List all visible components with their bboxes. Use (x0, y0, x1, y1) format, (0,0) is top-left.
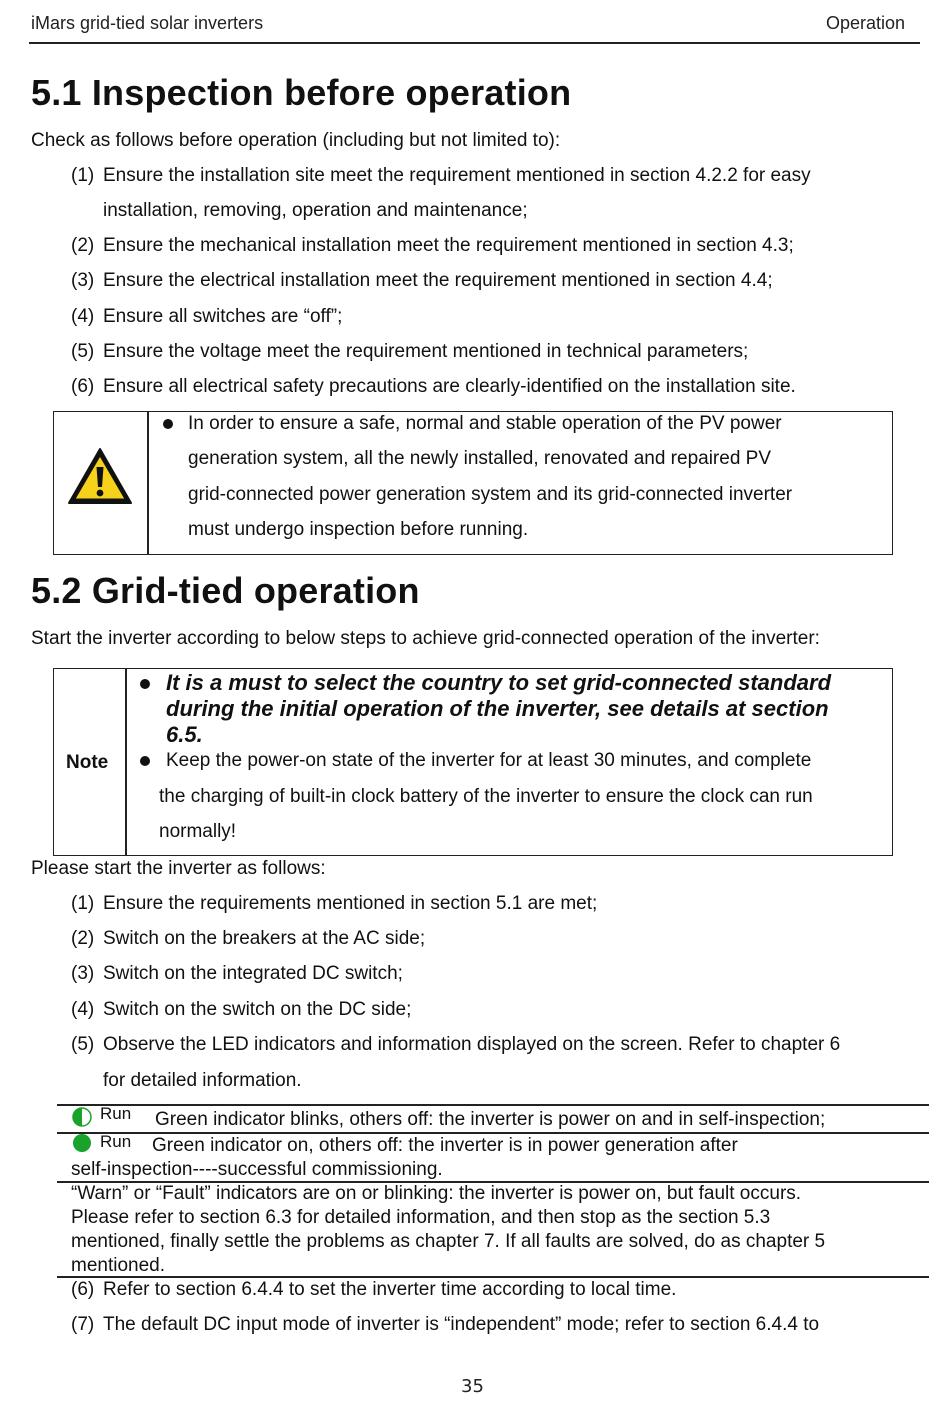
list-number: (7) (71, 1314, 95, 1335)
bullet (163, 419, 173, 429)
list-item (71, 270, 891, 294)
list-item (71, 341, 891, 365)
list-number: (5) (71, 1034, 95, 1055)
list-text: Ensure the installation site meet the requirement mentioned in section 4.2.2 for easy (103, 165, 811, 186)
list-number: (3) (71, 963, 95, 984)
list-number: (5) (71, 341, 95, 362)
led-label: Run (100, 1104, 132, 1123)
table-rule (57, 1104, 929, 1106)
header-chapter: Operation (825, 13, 905, 33)
led-label: Run (100, 1132, 132, 1151)
list-text: Ensure the electrical installation meet the requirement mentioned in section 4.4; (103, 270, 773, 291)
warning-text-line: grid-connected power generation system and its grid-connected inverter (188, 484, 793, 505)
note-label: Note (66, 752, 109, 773)
list-number: (2) (71, 235, 95, 256)
list-text: Observe the LED indicators and information displayed on the screen. Refer to chapter 6 (103, 1034, 841, 1055)
list-number: (4) (71, 306, 95, 327)
list-text: Ensure the requirements mentioned in section 5.1 are met; (103, 893, 598, 914)
note-bold-line: during the initial operation of the inverter, see details at section (166, 696, 829, 721)
list-item (71, 1314, 901, 1338)
table-rule (57, 1132, 929, 1134)
header-doc-title: iMars grid-tied solar inverters (31, 13, 264, 33)
fault-description-line: mentioned. (71, 1255, 166, 1276)
section-title-inspection: 5.1 Inspection before operation (31, 72, 572, 113)
header-rule (29, 42, 920, 44)
list-item (71, 1034, 901, 1058)
list-text: Ensure all electrical safety precautions are clearly-identified on the installation site. (103, 376, 796, 397)
section2-intro: Start the inverter according to below steps to achieve grid-connected operation of the inverter: (31, 628, 820, 649)
list-text: Ensure the mechanical installation meet the requirement mentioned in section 4.3; (103, 235, 794, 256)
section1-intro: Check as follows before operation (including but not limited to): (31, 130, 561, 151)
list-number: (4) (71, 999, 95, 1020)
list-number: (6) (71, 376, 95, 397)
note-text-line: Keep the power-on state of the inverter for at least 30 minutes, and complete (166, 750, 812, 771)
warning-box-divider (147, 411, 149, 555)
list-item (71, 376, 891, 400)
fault-description-line: mentioned, finally settle the problems as chapter 7. If all faults are solved, do as chapter 5 (71, 1231, 826, 1252)
list-number: (6) (71, 1279, 95, 1300)
list-item (71, 928, 901, 952)
led-description: Green indicator on, others off: the inverter is in power generation after (152, 1135, 738, 1156)
list-item (71, 235, 891, 259)
list-number: (3) (71, 270, 95, 291)
section-title-grid-tied: 5.2 Grid-tied operation (31, 570, 420, 611)
list-text: Switch on the integrated DC switch; (103, 963, 403, 984)
note-box-divider (125, 668, 127, 856)
list-text: Ensure the voltage meet the requirement mentioned in technical parameters; (103, 341, 749, 362)
note-bold-line: 6.5. (166, 722, 203, 747)
bullet (140, 679, 150, 689)
start-intro: Please start the inverter as follows: (31, 858, 326, 879)
fault-description-line: Please refer to section 6.3 for detailed information, and then stop as the section 5.3 (71, 1207, 771, 1228)
warning-text-line: must undergo inspection before running. (188, 519, 529, 540)
warning-text-line: generation system, all the newly installed, renovated and repaired PV (188, 448, 772, 469)
fault-description-line: “Warn” or “Fault” indicators are on or blinking: the inverter is power on, but fault occurs. (71, 1183, 802, 1204)
warning-text-line: In order to ensure a safe, normal and stable operation of the PV power (188, 413, 782, 434)
list-text: Switch on the breakers at the AC side; (103, 928, 426, 949)
list-text: Ensure all switches are “off”; (103, 306, 343, 327)
list-text: The default DC input mode of inverter is “independent” mode; refer to section 6.4.4 to (103, 1314, 820, 1335)
half-green-led-icon (71, 1106, 93, 1133)
warning-triangle-icon (66, 446, 134, 506)
bullet (140, 756, 150, 766)
table-rule (57, 1276, 929, 1278)
led-description: Green indicator blinks, others off: the inverter is power on and in self-inspection; (155, 1109, 826, 1130)
note-bold-line: It is a must to select the country to set grid-connected standard (166, 670, 832, 695)
green-led-icon (71, 1132, 93, 1159)
list-number: (2) (71, 928, 95, 949)
list-text: Switch on the switch on the DC side; (103, 999, 412, 1020)
list-number: (1) (71, 893, 95, 914)
list-item (71, 963, 901, 987)
led-description-cont: self-inspection----successful commissioning. (71, 1159, 443, 1180)
list-number: (1) (71, 165, 95, 186)
list-item (71, 999, 901, 1023)
note-text-line: the charging of built-in clock battery of the inverter to ensure the clock can run (159, 786, 813, 807)
list-item (71, 306, 891, 330)
list-text: Refer to section 6.4.4 to set the inverter time according to local time. (103, 1279, 677, 1300)
list-item-continuation: installation, removing, operation and maintenance; (103, 200, 528, 221)
note-text-line: normally! (159, 821, 237, 842)
page-number: 35 (461, 1376, 484, 1397)
list-item (71, 893, 901, 917)
list-item (71, 165, 891, 189)
list-item-continuation: for detailed information. (103, 1070, 302, 1091)
list-item (71, 1279, 901, 1303)
